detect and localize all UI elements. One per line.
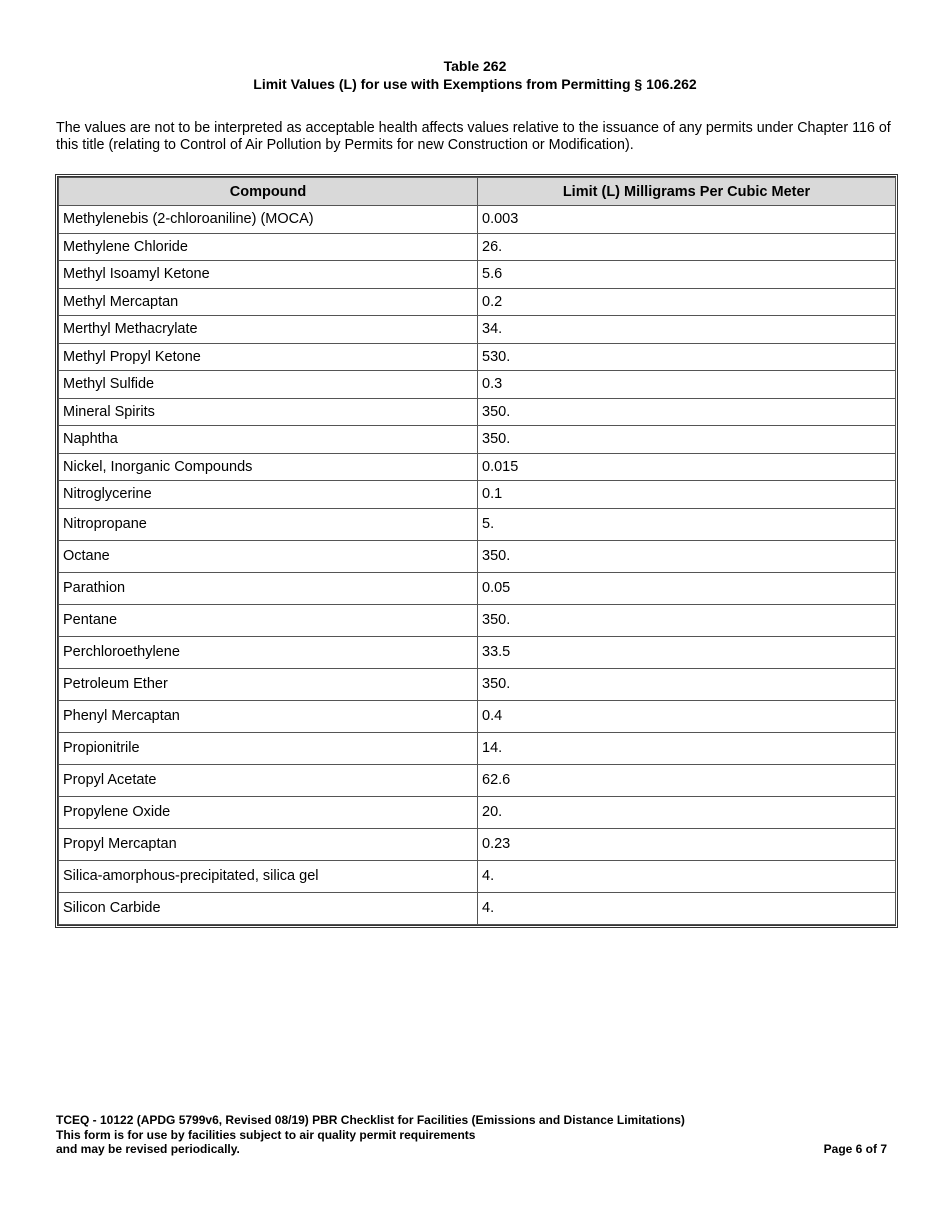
table-row <box>59 892 896 924</box>
table-row <box>59 732 896 764</box>
table-row <box>59 453 896 481</box>
table-row <box>59 828 896 860</box>
table-number: Table 262 <box>443 58 507 74</box>
compound-cell: Methyl Propyl Ketone <box>59 343 478 371</box>
table-row <box>59 206 896 234</box>
limit-cell: 0.23 <box>478 828 896 860</box>
limit-cell: 0.1 <box>478 481 896 509</box>
compound-cell: Nitropropane <box>59 508 478 540</box>
limit-cell: 5. <box>478 508 896 540</box>
compound-cell: Methyl Mercaptan <box>59 288 478 316</box>
table-row <box>59 233 896 261</box>
page-number: Page 6 of 7 <box>823 1142 887 1156</box>
limit-cell: 34. <box>478 316 896 344</box>
compound-cell: Petroleum Ether <box>59 668 478 700</box>
compound-cell: Silicon Carbide <box>59 892 478 924</box>
limit-cell: 350. <box>478 668 896 700</box>
limit-cell: 530. <box>478 343 896 371</box>
compound-cell: Methyl Sulfide <box>59 371 478 399</box>
compound-cell: Nickel, Inorganic Compounds <box>59 453 478 481</box>
footer-revision-note: and may be revised periodically. <box>56 1142 240 1156</box>
compound-cell: Propyl Mercaptan <box>59 828 478 860</box>
header-limit: Limit (L) Milligrams Per Cubic Meter <box>478 178 896 206</box>
limit-cell: 4. <box>478 860 896 892</box>
limit-cell: 5.6 <box>478 261 896 289</box>
footer-form-id: TCEQ - 10122 (APDG 5799v6, Revised 08/19) PBR Checklist for Facilities (Emissions and Distance Limitations) <box>56 1113 685 1127</box>
compound-cell: Perchloroethylene <box>59 636 478 668</box>
page-title <box>0 57 950 93</box>
header-compound: Compound <box>59 178 478 206</box>
limit-cell: 0.015 <box>478 453 896 481</box>
table-row <box>59 288 896 316</box>
compound-cell: Parathion <box>59 572 478 604</box>
table-row <box>59 572 896 604</box>
limit-cell: 0.003 <box>478 206 896 234</box>
footer-usage-note: This form is for use by facilities subject to air quality permit requirements <box>56 1127 476 1142</box>
table-row <box>59 316 896 344</box>
table-row <box>59 426 896 454</box>
table-row <box>59 481 896 509</box>
intro-paragraph: The values are not to be interpreted as acceptable health affects values relative to the issuance of any permits under Chapter 116 of this title (relating to Control of Air Pollution by Permits for new Construction or Modification). <box>56 120 891 153</box>
table-header-row <box>59 178 896 206</box>
table-row <box>59 343 896 371</box>
limit-values-table-container <box>55 174 898 928</box>
limit-cell: 0.4 <box>478 700 896 732</box>
limit-cell: 4. <box>478 892 896 924</box>
compound-cell: Merthyl Methacrylate <box>59 316 478 344</box>
limit-values-table <box>58 177 896 925</box>
compound-cell: Propyl Acetate <box>59 764 478 796</box>
table-row <box>59 398 896 426</box>
limit-cell: 350. <box>478 398 896 426</box>
compound-cell: Nitroglycerine <box>59 481 478 509</box>
compound-cell: Methyl Isoamyl Ketone <box>59 261 478 289</box>
table-row <box>59 508 896 540</box>
compound-cell: Methylenebis (2-chloroaniline) (MOCA) <box>59 206 478 234</box>
limit-cell: 0.2 <box>478 288 896 316</box>
table-row <box>59 796 896 828</box>
compound-cell: Silica-amorphous-precipitated, silica gel <box>59 860 478 892</box>
compound-cell: Mineral Spirits <box>59 398 478 426</box>
limit-cell: 33.5 <box>478 636 896 668</box>
limit-cell: 0.3 <box>478 371 896 399</box>
table-title: Limit Values (L) for use with Exemptions from Permitting § 106.262 <box>253 76 697 92</box>
table-row <box>59 668 896 700</box>
limit-cell: 62.6 <box>478 764 896 796</box>
compound-cell: Phenyl Mercaptan <box>59 700 478 732</box>
table-row <box>59 371 896 399</box>
compound-cell: Octane <box>59 540 478 572</box>
table-row <box>59 261 896 289</box>
table-row <box>59 764 896 796</box>
limit-cell: 20. <box>478 796 896 828</box>
compound-cell: Methylene Chloride <box>59 233 478 261</box>
table-row <box>59 540 896 572</box>
compound-cell: Naphtha <box>59 426 478 454</box>
compound-cell: Propionitrile <box>59 732 478 764</box>
limit-cell: 26. <box>478 233 896 261</box>
compound-cell: Propylene Oxide <box>59 796 478 828</box>
table-row <box>59 860 896 892</box>
table-row <box>59 604 896 636</box>
table-row <box>59 636 896 668</box>
table-row <box>59 700 896 732</box>
limit-cell: 0.05 <box>478 572 896 604</box>
footer-form-info <box>56 1113 685 1157</box>
limit-cell: 350. <box>478 540 896 572</box>
limit-cell: 350. <box>478 604 896 636</box>
compound-cell: Pentane <box>59 604 478 636</box>
limit-cell: 14. <box>478 732 896 764</box>
limit-cell: 350. <box>478 426 896 454</box>
